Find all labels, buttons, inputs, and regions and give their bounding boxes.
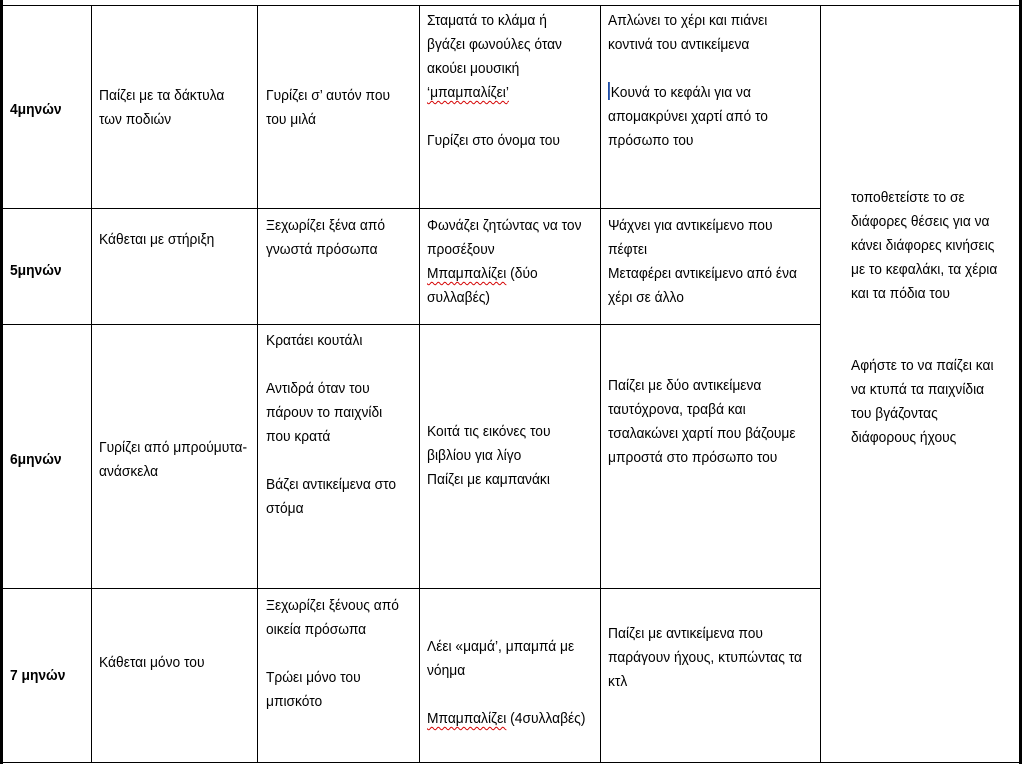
col-divider-1 (91, 5, 92, 763)
misspelled-word: Μπαμπαλίζει (427, 710, 507, 727)
age-label: 7 μηνών (10, 667, 66, 684)
hand-cell: Ψάχνει για αντικείμενο που πέφτει Μεταφέρει αντικείμενο από ένα χέρι σε άλλο (608, 217, 797, 306)
col-divider-2 (257, 5, 258, 763)
hand-cell: Παίζει με δύο αντικείμενα ταυτόχρονα, τραβά και τσαλακώνει χαρτί που βάζουμε μπροστά στο πρόσωπο του (608, 377, 796, 466)
hearing-cell: Κοιτά τις εικόνες του βιβλίου για λίγο Παίζει με καμπανάκι (427, 423, 551, 488)
motor-cell: Γυρίζει από μπρούμυτα- ανάσκελα (99, 439, 248, 480)
table-left-edge (0, 0, 3, 764)
social-cell: Κρατάει κουτάλι Αντιδρά όταν του πάρουν το παιχνίδι που κρατά Βάζει αντικείμενα στο στόμα (266, 332, 397, 517)
motor-cell: Παίζει με τα δάκτυλα των ποδιών (99, 87, 225, 128)
hearing-cell: Σταματά το κλάμα ή βγάζει φωνούλες όταν ακούει μουσική ‘μπαμπαλίζει’ Γυρίζει στο όνομα του (427, 12, 562, 149)
col-divider-3 (419, 5, 420, 763)
row-divider-3 (0, 588, 820, 589)
table-top-border (0, 5, 1022, 6)
social-cell: Ξεχωρίζει ξένα από γνωστά πρόσωπα (266, 217, 386, 258)
advice-cell: τοποθετείστε το σε διάφορες θέσεις για να κάνει διάφορες κινήσεις με το κεφαλάκι, τα χέρια και τα πόδια του Αφήστε το να παίζει και να κτυπά τα παιχνίδια του βγάζοντας διάφορους ήχους (851, 189, 998, 446)
col-divider-4 (600, 5, 601, 763)
motor-cell: Κάθεται με στήριξη (99, 231, 215, 248)
row-divider-2 (0, 324, 820, 325)
social-cell: Γυρίζει σ’ αυτόν που του μιλά (266, 87, 391, 128)
age-label: 5μηνών (10, 262, 62, 279)
table-bottom-border (0, 762, 1022, 763)
row-divider-1 (0, 208, 820, 209)
misspelled-word: Μπαμπαλίζει (427, 265, 507, 282)
hand-cell: Παίζει με αντικείμενα που παράγουν ήχους, κτυπώντας τα κτλ (608, 625, 802, 690)
motor-cell: Κάθεται μόνο του (99, 654, 205, 671)
hearing-cell: Φωνάζει ζητώντας να τον προσέξουν Μπαμπαλίζει (δύο συλλαβές) (427, 217, 582, 306)
social-cell: Ξεχωρίζει ξένους από οικεία πρόσωπα Τρώει μόνο του μπισκότο (266, 597, 399, 710)
age-label: 6μηνών (10, 451, 62, 468)
col-divider-5 (820, 5, 821, 763)
text-cursor (608, 82, 610, 100)
misspelled-word: ‘μπαμπαλίζει’ (427, 84, 509, 101)
hand-cell: Απλώνει το χέρι και πιάνει κοντινά του αντικείμενα Κουνά το κεφάλι για να απομακρύνει χαρτί από το πρόσωπο του (608, 12, 768, 149)
age-label: 4μηνών (10, 101, 62, 118)
hearing-cell: Λέει «μαμά’, μπαμπά με νόημα Μπαμπαλίζει (4συλλαβές) (427, 638, 586, 727)
